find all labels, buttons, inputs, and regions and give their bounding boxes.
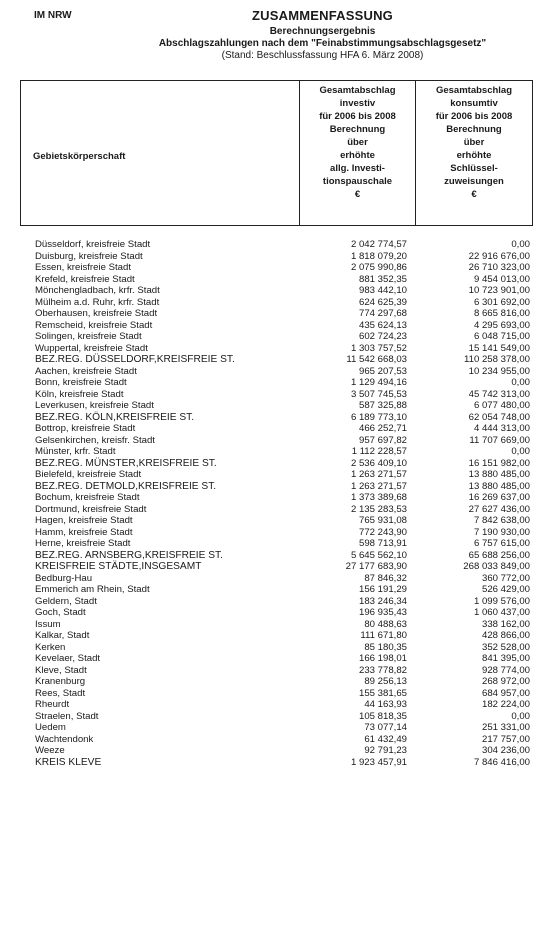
row-value-investiv: 965 207,53: [358, 365, 407, 377]
row-name: Essen, kreisfreie Stadt: [35, 262, 131, 273]
table-row: [35, 274, 535, 286]
table-row: [35, 619, 535, 631]
row-value-konsumtiv: 1 060 437,00: [473, 607, 530, 618]
row-name: Bochum, kreisfreie Stadt: [35, 492, 140, 503]
header-col-konsumtiv: [415, 81, 532, 225]
table-row: [35, 320, 535, 332]
row-name: Aachen, kreisfreie Stadt: [35, 365, 137, 377]
header-col1-line: €: [354, 189, 361, 200]
header-col2-line: Berechnung: [446, 124, 502, 135]
header-col2-line: Schlüssel-: [450, 163, 498, 174]
table-row: [35, 596, 535, 608]
table-row: [35, 469, 535, 481]
row-name: Kalkar, Stadt: [35, 630, 90, 641]
row-value-konsumtiv: 182 224,00: [481, 699, 530, 710]
document-subtitle: Berechnungsergebnis: [269, 26, 376, 37]
table-row: [35, 504, 535, 516]
table-row: [35, 676, 535, 688]
row-value-konsumtiv: 928 774,00: [481, 664, 530, 676]
row-value-investiv: 1 263 271,57: [350, 469, 407, 480]
header-col1-line: für 2006 bis 2008: [319, 111, 396, 122]
table-row: [35, 734, 535, 746]
header-col2-line: Gesamtabschlag: [435, 85, 513, 96]
table-row: [35, 262, 535, 274]
header-col1-line: Gesamtabschlag: [319, 85, 396, 96]
table-row: [35, 446, 535, 458]
table-row: [35, 607, 535, 619]
header-col1-line: Berechnung: [329, 124, 386, 135]
table-row: [35, 550, 535, 562]
row-name: Mülheim a.d. Ruhr, krfr. Stadt: [35, 296, 160, 308]
row-value-konsumtiv: 360 772,00: [481, 572, 530, 584]
row-value-investiv: 80 488,63: [364, 618, 407, 630]
row-value-konsumtiv: 251 331,00: [481, 722, 530, 733]
row-value-investiv: 87 846,32: [364, 572, 407, 584]
row-value-investiv: 111 671,80: [360, 630, 407, 641]
row-name: Bielefeld, kreisfreie Stadt: [35, 469, 142, 480]
table-row: [35, 331, 535, 343]
row-value-konsumtiv: 0,00: [511, 446, 530, 457]
table-body: [35, 239, 535, 768]
row-value-konsumtiv: 16 151 982,00: [468, 457, 530, 469]
table-row: [35, 688, 535, 700]
row-name: KREISFREIE STÄDTE,INSGESAMT: [35, 561, 202, 572]
document-title-block: [0, 8, 555, 61]
row-name: BEZ.REG. ARNSBERG,KREISFREIE ST.: [35, 549, 223, 561]
row-value-konsumtiv: 0,00: [511, 710, 530, 722]
table-row: [35, 389, 535, 401]
row-name: Wachtendonk: [35, 733, 94, 745]
row-value-konsumtiv: 352 528,00: [481, 641, 530, 653]
row-value-investiv: 1 112 228,57: [351, 446, 407, 457]
row-value-konsumtiv: 6 048 715,00: [473, 331, 530, 342]
row-value-investiv: 2 075 990,86: [350, 262, 407, 273]
row-name: Goch, Stadt: [35, 607, 86, 618]
table-row: [35, 412, 535, 424]
row-name: Rheurdt: [35, 699, 70, 710]
row-value-konsumtiv: 45 742 313,00: [468, 388, 530, 400]
row-name: Kranenburg: [35, 676, 86, 687]
header-col1-line: erhöhte: [340, 150, 375, 161]
row-name: Wuppertal, kreisfreie Stadt: [35, 342, 148, 354]
row-value-investiv: 587 325,88: [358, 400, 407, 411]
row-value-investiv: 85 180,35: [364, 641, 407, 653]
row-value-investiv: 602 724,23: [358, 331, 407, 342]
row-value-konsumtiv: 110 258 378,00: [464, 354, 530, 365]
row-value-investiv: 5 645 562,10: [350, 549, 407, 561]
table-row: [35, 297, 535, 309]
row-value-konsumtiv: 6 077 480,00: [473, 400, 530, 411]
row-value-konsumtiv: 15 141 549,00: [468, 342, 530, 354]
row-value-investiv: 957 697,82: [358, 434, 407, 446]
row-name: Straelen, Stadt: [35, 710, 99, 722]
row-value-investiv: 881 352,35: [358, 273, 407, 285]
row-value-konsumtiv: 4 295 693,00: [473, 319, 530, 331]
row-value-konsumtiv: 10 234 955,00: [468, 365, 530, 377]
row-value-investiv: 1 303 757,52: [350, 342, 407, 354]
table-row: [35, 458, 535, 470]
table-row: [35, 423, 535, 435]
row-value-investiv: 156 191,29: [358, 584, 407, 595]
row-name: Herne, kreisfreie Stadt: [35, 538, 131, 549]
row-value-konsumtiv: 0,00: [511, 239, 530, 250]
row-value-investiv: 765 931,08: [358, 515, 407, 526]
header-col1-line: tionspauschale: [322, 176, 393, 187]
row-name: BEZ.REG. DETMOLD,KREISFREIE ST.: [35, 480, 217, 492]
row-value-konsumtiv: 22 916 676,00: [468, 250, 530, 262]
row-value-konsumtiv: 62 054 748,00: [468, 411, 530, 423]
document-stand: (Stand: Beschlussfassung HFA 6. März 2008): [221, 50, 424, 61]
row-value-investiv: 598 713,91: [358, 538, 407, 549]
row-value-konsumtiv: 16 269 637,00: [468, 492, 530, 503]
row-value-investiv: 983 442,10: [358, 285, 407, 296]
header-col2-line: zuweisungen: [444, 176, 504, 187]
row-value-investiv: 2 536 409,10: [350, 457, 407, 469]
row-value-konsumtiv: 268 972,00: [481, 676, 530, 687]
header-col1-line: allg. Investi-: [330, 163, 385, 174]
table-row: [35, 757, 535, 769]
document-title: ZUSAMMENFASSUNG: [252, 8, 393, 23]
row-name: BEZ.REG. KÖLN,KREISFREIE ST.: [35, 411, 195, 423]
row-name: BEZ.REG. DÜSSELDORF,KREISFREIE ST.: [35, 354, 235, 365]
row-value-investiv: 624 625,39: [358, 296, 407, 308]
row-value-konsumtiv: 526 429,00: [481, 584, 530, 595]
row-name: Rees, Stadt: [35, 687, 86, 699]
row-name: BEZ.REG. MÜNSTER,KREISFREIE ST.: [35, 457, 217, 469]
row-value-konsumtiv: 0,00: [511, 377, 530, 388]
row-value-investiv: 1 263 271,57: [350, 480, 407, 492]
row-value-investiv: 73 077,14: [364, 722, 407, 733]
row-name: Remscheid, kreisfreie Stadt: [35, 319, 153, 331]
row-name: Hamm, kreisfreie Stadt: [35, 526, 133, 538]
table-row: [35, 699, 535, 711]
header-col1-line: über: [347, 137, 368, 148]
row-value-investiv: 105 818,35: [358, 710, 407, 722]
row-name: Solingen, kreisfreie Stadt: [35, 331, 142, 342]
row-value-konsumtiv: 7 846 416,00: [473, 756, 530, 768]
table-row: [35, 642, 535, 654]
header-region-label: Gebietskörperschaft: [33, 151, 126, 162]
corner-label: IM NRW: [34, 10, 72, 21]
row-value-investiv: 435 624,13: [358, 319, 407, 331]
row-value-konsumtiv: 304 236,00: [481, 745, 530, 756]
row-name: Uedem: [35, 722, 66, 733]
row-name: Kerken: [35, 641, 66, 653]
row-value-konsumtiv: 7 190 930,00: [473, 526, 530, 538]
row-value-investiv: 774 297,68: [358, 308, 407, 319]
header-col2-line: über: [463, 137, 485, 148]
row-value-konsumtiv: 9 454 013,00: [473, 273, 530, 285]
row-value-investiv: 183 246,34: [358, 595, 407, 607]
row-value-investiv: 233 778,82: [358, 664, 407, 676]
table-row: [35, 573, 535, 585]
row-value-investiv: 1 818 079,20: [350, 250, 407, 262]
row-value-konsumtiv: 7 842 638,00: [473, 515, 530, 526]
row-value-investiv: 92 791,23: [364, 745, 407, 756]
table-row: [35, 492, 535, 504]
table-row: [35, 665, 535, 677]
row-name: Gelsenkirchen, kreisfr. Stadt: [35, 434, 155, 446]
table-row: [35, 308, 535, 320]
row-name: Leverkusen, kreisfreie Stadt: [35, 400, 154, 411]
table-row: [35, 481, 535, 493]
table-row: [35, 527, 535, 539]
row-value-investiv: 772 243,90: [358, 526, 407, 538]
row-name: Emmerich am Rhein, Stadt: [35, 584, 150, 595]
table-row: [35, 251, 535, 263]
table-row: [35, 561, 535, 573]
row-value-konsumtiv: 268 033 849,00: [463, 561, 530, 572]
row-name: KREIS KLEVE: [35, 756, 102, 768]
table-row: [35, 239, 535, 251]
row-value-konsumtiv: 1 099 576,00: [473, 595, 530, 607]
row-value-konsumtiv: 841 395,00: [481, 653, 530, 664]
table-row: [35, 653, 535, 665]
row-value-konsumtiv: 4 444 313,00: [473, 423, 530, 434]
table-row: [35, 711, 535, 723]
row-value-investiv: 61 432,49: [364, 733, 407, 745]
header-col2-line: konsumtiv: [450, 98, 498, 109]
row-value-konsumtiv: 13 880 485,00: [468, 469, 530, 480]
row-value-konsumtiv: 26 710 323,00: [468, 262, 530, 273]
row-value-investiv: 3 507 745,53: [350, 388, 407, 400]
row-name: Bonn, kreisfreie Stadt: [35, 377, 127, 388]
row-name: Kevelaer, Stadt: [35, 653, 101, 664]
table-row: [35, 400, 535, 412]
row-value-investiv: 196 935,43: [358, 607, 407, 618]
row-name: Mönchengladbach, krfr. Stadt: [35, 285, 160, 296]
row-value-investiv: 155 381,65: [358, 687, 407, 699]
row-value-konsumtiv: 11 707 669,00: [469, 434, 530, 446]
row-value-investiv: 6 189 773,10: [350, 411, 407, 423]
row-value-investiv: 2 042 774,57: [350, 239, 407, 250]
row-name: Bedburg-Hau: [35, 572, 93, 584]
row-name: Münster, krfr. Stadt: [35, 446, 116, 457]
row-name: Düsseldorf, kreisfreie Stadt: [35, 239, 151, 250]
table-row: [35, 538, 535, 550]
row-value-investiv: 1 923 457,91: [350, 756, 407, 768]
row-value-investiv: 44 163,93: [364, 699, 407, 710]
row-value-konsumtiv: 6 301 692,00: [473, 296, 530, 308]
row-value-konsumtiv: 6 757 615,00: [473, 538, 530, 549]
row-value-konsumtiv: 428 866,00: [481, 630, 530, 641]
row-name: Issum: [35, 618, 61, 630]
row-name: Geldern, Stadt: [35, 595, 97, 607]
row-name: Krefeld, kreisfreie Stadt: [35, 273, 135, 285]
row-name: Kleve, Stadt: [35, 664, 87, 676]
row-name: Oberhausen, kreisfreie Stadt: [35, 308, 158, 319]
row-value-konsumtiv: 13 880 485,00: [468, 480, 530, 492]
table-row: [35, 745, 535, 757]
row-value-konsumtiv: 684 957,00: [481, 687, 530, 699]
table-row: [35, 722, 535, 734]
header-col2-line: für 2006 bis 2008: [435, 111, 513, 122]
row-name: Köln, kreisfreie Stadt: [35, 388, 124, 400]
table-row: [35, 285, 535, 297]
table-row: [35, 343, 535, 355]
document-subtitle-2: Abschlagszahlungen nach dem "Feinabstimmungsabschlagsgesetz": [158, 38, 487, 49]
row-value-investiv: 89 256,13: [364, 676, 407, 687]
table-row: [35, 515, 535, 527]
row-value-konsumtiv: 8 665 816,00: [473, 308, 530, 319]
table-header: [20, 80, 533, 226]
row-name: Duisburg, kreisfreie Stadt: [35, 250, 143, 262]
header-col-investiv: [299, 81, 415, 225]
row-name: Hagen, kreisfreie Stadt: [35, 515, 133, 526]
table-row: [35, 377, 535, 389]
row-name: Dortmund, kreisfreie Stadt: [35, 503, 147, 515]
header-col2-line: €: [471, 189, 477, 200]
row-value-investiv: 1 129 494,16: [350, 377, 407, 388]
table-row: [35, 630, 535, 642]
row-value-investiv: 166 198,01: [358, 653, 407, 664]
row-name: Weeze: [35, 745, 65, 756]
table-row: [35, 366, 535, 378]
header-col2-line: erhöhte: [456, 150, 492, 161]
row-name: Bottrop, kreisfreie Stadt: [35, 423, 136, 434]
row-value-konsumtiv: 338 162,00: [481, 618, 530, 630]
row-value-investiv: 466 252,71: [358, 423, 407, 434]
row-value-konsumtiv: 10 723 901,00: [468, 285, 530, 296]
table-row: [35, 435, 535, 447]
table-row: [35, 584, 535, 596]
row-value-konsumtiv: 217 757,00: [481, 733, 530, 745]
header-col1-line: investiv: [339, 98, 376, 109]
row-value-investiv: 2 135 283,53: [350, 503, 407, 515]
row-value-investiv: 1 373 389,68: [350, 492, 407, 503]
table-row: [35, 354, 535, 366]
row-value-konsumtiv: 27 627 436,00: [468, 503, 530, 515]
row-value-investiv: 27 177 683,90: [345, 561, 407, 572]
row-value-investiv: 11 542 668,03: [346, 354, 407, 365]
row-value-konsumtiv: 65 688 256,00: [468, 549, 530, 561]
